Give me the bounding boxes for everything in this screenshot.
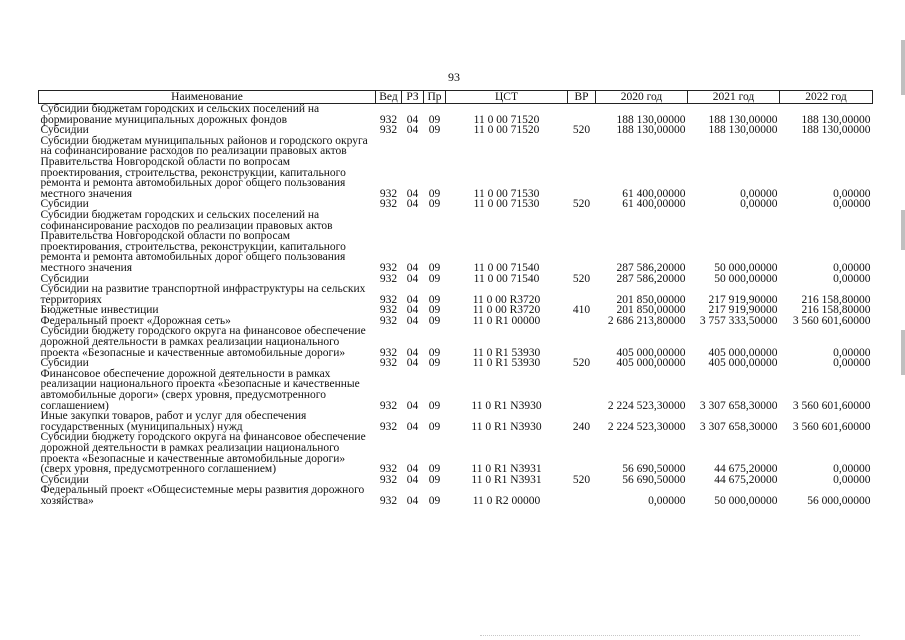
- cell-pr: 09: [428, 272, 441, 285]
- cell-ved: 932: [379, 198, 398, 211]
- cell-pr: 09: [428, 494, 441, 507]
- cell-pr: 09: [428, 113, 441, 126]
- cell-name: Финансовое обеспечение дорожной деятельности в рамках реализации национального проекта «Безопасные и качественные автомобильные дороги» (сверх уровня, предусмотренного соглашением): [40, 367, 360, 412]
- cell-vr: [568, 316, 596, 327]
- cell-cst: 11 0 00 71520: [473, 124, 540, 137]
- cell-rz: 04: [406, 357, 419, 370]
- cell-pr: 09: [428, 261, 441, 274]
- cell-ved: 932: [379, 399, 398, 412]
- cell-rz: 04: [406, 420, 419, 433]
- cell-2022: 188 130,00000: [801, 124, 871, 137]
- header-2021: 2021 год: [688, 91, 780, 104]
- cell-cst: 11 0 R1 53930: [472, 357, 541, 370]
- cell-2021: 3 307 658,30000: [699, 420, 778, 433]
- cell-2020: 287 586,20000: [616, 272, 686, 285]
- cell-2020: 2 224 523,30000: [607, 399, 686, 412]
- cell-2021: 3 307 658,30000: [699, 399, 778, 412]
- cell-cst: 11 0 00 71530: [473, 187, 540, 200]
- table-row: [39, 136, 873, 200]
- cell-name: Субсидии бюджетам городских и сельских поселений на софинансирование расходов по реализации правовых актов Правительства Новгородской области по вопросам проектирования, строительства, реконструкции, капитального ремонта и ремонта автомобильных дорог общего пользования местного значения: [40, 208, 346, 274]
- cell-rz: 04: [406, 314, 419, 327]
- cell-2021: 405 000,00000: [708, 346, 778, 359]
- cell-rz: 04: [406, 346, 419, 359]
- cell-2022: 3 560 601,60000: [792, 314, 871, 327]
- cell-ved: 932: [379, 187, 398, 200]
- cell-ved: 932: [379, 113, 398, 126]
- cell-name: Субсидии бюджетам городских и сельских поселений на формирование муниципальных дорожных фондов: [40, 103, 320, 126]
- table-row: [39, 485, 873, 506]
- cell-ved: 932: [379, 124, 398, 137]
- cell-2022: 56 000,00000: [807, 494, 871, 507]
- cell-cst: 11 0 R1 N3931: [471, 463, 542, 476]
- cell-ved: 932: [379, 357, 398, 370]
- cell-vr: 520: [572, 198, 591, 211]
- cell-2020: 56 690,50000: [622, 463, 686, 476]
- cell-name: Субсидии на развитие транспортной инфраструктуры на сельских территориях: [40, 283, 366, 306]
- cell-rz: 04: [406, 261, 419, 274]
- cell-2022: 188 130,00000: [801, 113, 871, 126]
- cell-rz: 04: [406, 124, 419, 137]
- cell-2020: 201 850,00000: [616, 304, 686, 317]
- cell-rz: 04: [406, 304, 419, 317]
- cell-pr: 09: [428, 304, 441, 317]
- cell-name: Субсидии: [40, 272, 89, 285]
- cell-ved: 932: [379, 420, 398, 433]
- cell-2022: 0,00000: [833, 272, 871, 285]
- cell-2020: 2 686 213,80000: [607, 314, 686, 327]
- cell-vr: [568, 210, 596, 274]
- cell-ved: 932: [379, 304, 398, 317]
- cell-2022: 0,00000: [833, 473, 871, 486]
- cell-2022: 0,00000: [833, 463, 871, 476]
- cell-cst: 11 0 R1 N3930: [471, 420, 542, 433]
- table-row: [39, 104, 873, 126]
- cell-ved: 932: [379, 473, 398, 486]
- cell-2020: 201 850,00000: [616, 293, 686, 306]
- header-rz: РЗ: [402, 91, 424, 104]
- cell-2020: 2 224 523,30000: [607, 420, 686, 433]
- cell-name: Субсидии бюджетам муниципальных районов и городского округа на софинансирование расходов по реализации правовых актов Правительства Новгородской области по вопросам проектирования, строительства, реконструкции, капитального ремонта и ремонта автомобильных дорог общего пользования местного значения: [40, 134, 368, 200]
- cell-2022: 0,00000: [833, 346, 871, 359]
- cell-vr: 520: [572, 124, 591, 137]
- cell-name: Субсидии: [40, 198, 89, 211]
- cell-cst: 11 0 00 71540: [473, 261, 540, 274]
- cell-2022: 216 158,80000: [801, 293, 871, 306]
- cell-pr: 09: [428, 420, 441, 433]
- table-row: [39, 210, 873, 274]
- cell-ved: 932: [379, 346, 398, 359]
- cell-2021: 50 000,00000: [714, 494, 778, 507]
- cell-vr: [568, 104, 596, 126]
- cell-cst: 11 0 00 71520: [473, 113, 540, 126]
- cell-name: Субсидии: [40, 357, 89, 370]
- cell-cst: 11 0 00 71530: [473, 198, 540, 211]
- cell-name: Федеральный проект «Дорожная сеть»: [40, 314, 231, 327]
- cell-cst: 11 0 00 R3720: [472, 304, 541, 317]
- cell-2022: 0,00000: [833, 187, 871, 200]
- cell-ved: 932: [379, 261, 398, 274]
- cell-rz: 04: [406, 473, 419, 486]
- header-pr: Пр: [424, 91, 446, 104]
- cell-name: Бюджетные инвестиции: [40, 304, 159, 317]
- cell-2020: 405 000,00000: [616, 346, 686, 359]
- table-body: [39, 104, 873, 507]
- cell-vr: [568, 326, 596, 358]
- cell-pr: 09: [428, 473, 441, 486]
- table-header-row: [39, 91, 873, 104]
- header-2022: 2022 год: [780, 91, 873, 104]
- table-row: [39, 326, 873, 358]
- cell-2020: 188 130,00000: [616, 124, 686, 137]
- cell-2020: 287 586,20000: [616, 261, 686, 274]
- cell-pr: 09: [428, 463, 441, 476]
- cell-2020: 188 130,00000: [616, 113, 686, 126]
- cell-2021: 405 000,00000: [708, 357, 778, 370]
- cell-rz: 04: [406, 293, 419, 306]
- cell-cst: 11 0 R1 00000: [472, 314, 541, 327]
- table-row: [39, 432, 873, 474]
- cell-name: Федеральный проект «Общесистемные меры развития дорожного хозяйства»: [40, 484, 365, 507]
- cell-2021: 0,00000: [740, 198, 778, 211]
- cell-vr: [568, 136, 596, 200]
- cell-name: Иные закупки товаров, работ и услуг для обеспечения государственных (муниципальных) нужд: [40, 410, 307, 433]
- cell-ved: 932: [379, 272, 398, 285]
- cell-rz: 04: [406, 187, 419, 200]
- cell-pr: 09: [428, 314, 441, 327]
- cell-2021: 3 757 333,50000: [699, 314, 778, 327]
- cell-name: Субсидии: [40, 124, 89, 137]
- cell-ved: 932: [379, 314, 398, 327]
- cell-vr: [568, 432, 596, 474]
- cell-2020: 61 400,00000: [622, 198, 686, 211]
- cell-rz: 04: [406, 113, 419, 126]
- cell-2022: 216 158,80000: [801, 304, 871, 317]
- scan-edge-mark: [901, 330, 905, 375]
- cell-pr: 09: [428, 198, 441, 211]
- cell-rz: 04: [406, 463, 419, 476]
- table-row: [39, 284, 873, 305]
- cell-ved: 932: [379, 293, 398, 306]
- cell-pr: 09: [428, 124, 441, 137]
- cell-vr: 520: [572, 357, 591, 370]
- cell-cst: 11 0 R1 53930: [472, 346, 541, 359]
- cell-pr: 09: [428, 346, 441, 359]
- cell-2021: 217 919,90000: [708, 293, 778, 306]
- cell-2022: 0,00000: [833, 357, 871, 370]
- header-2020: 2020 год: [596, 91, 688, 104]
- cell-vr: 520: [572, 272, 591, 285]
- scan-bottom-noise: [480, 635, 860, 637]
- cell-name: Субсидии бюджету городского округа на финансовое обеспечение дорожной деятельности в рамках реализации национального проекта «Безопасные и качественные автомобильные дороги»: [40, 325, 366, 359]
- cell-2022: 0,00000: [833, 198, 871, 211]
- cell-2020: 61 400,00000: [622, 187, 686, 200]
- cell-2020: 56 690,50000: [622, 473, 686, 486]
- table-row: [39, 369, 873, 411]
- cell-2021: 50 000,00000: [714, 261, 778, 274]
- cell-rz: 04: [406, 198, 419, 211]
- cell-vr: [568, 284, 596, 305]
- table-row: [39, 411, 873, 432]
- header-ved: Вед: [376, 91, 402, 104]
- cell-ved: 932: [379, 494, 398, 507]
- cell-2021: 0,00000: [740, 187, 778, 200]
- cell-cst: 11 0 00 R3720: [472, 293, 541, 306]
- cell-pr: 09: [428, 187, 441, 200]
- cell-vr: 520: [572, 473, 591, 486]
- cell-2020: 0,00000: [648, 494, 686, 507]
- cell-rz: 04: [406, 494, 419, 507]
- cell-2021: 217 919,90000: [708, 304, 778, 317]
- cell-vr: [568, 369, 596, 411]
- page-number: 93: [448, 70, 460, 84]
- cell-vr: [568, 485, 596, 506]
- header-name: Наименование: [39, 91, 376, 104]
- cell-cst: 11 0 R2 00000: [472, 494, 541, 507]
- cell-2022: 3 560 601,60000: [792, 399, 871, 412]
- cell-2021: 44 675,20000: [714, 473, 778, 486]
- cell-cst: 11 0 R1 N3931: [471, 473, 542, 486]
- scan-edge-mark: [901, 210, 905, 250]
- cell-name: Субсидии: [40, 473, 89, 486]
- cell-rz: 04: [406, 399, 419, 412]
- header-vr: ВР: [568, 91, 596, 104]
- cell-2021: 50 000,00000: [714, 272, 778, 285]
- cell-cst: 11 0 00 71540: [473, 272, 540, 285]
- budget-table: [38, 90, 873, 507]
- cell-cst: 11 0 R1 N3930: [471, 399, 542, 412]
- header-cst: ЦСТ: [446, 91, 568, 104]
- cell-2021: 188 130,00000: [708, 124, 778, 137]
- cell-pr: 09: [428, 293, 441, 306]
- cell-2022: 0,00000: [833, 261, 871, 274]
- cell-vr: 240: [572, 420, 591, 433]
- cell-pr: 09: [428, 357, 441, 370]
- cell-rz: 04: [406, 272, 419, 285]
- cell-ved: 932: [379, 463, 398, 476]
- cell-2021: 188 130,00000: [708, 113, 778, 126]
- cell-pr: 09: [428, 399, 441, 412]
- cell-2022: 3 560 601,60000: [792, 420, 871, 433]
- cell-vr: 410: [572, 304, 591, 317]
- scan-edge-mark: [901, 40, 905, 95]
- cell-2020: 405 000,00000: [616, 357, 686, 370]
- cell-name: Субсидии бюджету городского округа на финансовое обеспечение дорожной деятельности в рамках реализации национального проекта «Безопасные и качественные автомобильные дороги» (сверх уровня, предусмотренного соглашением): [40, 431, 366, 476]
- cell-2021: 44 675,20000: [714, 463, 778, 476]
